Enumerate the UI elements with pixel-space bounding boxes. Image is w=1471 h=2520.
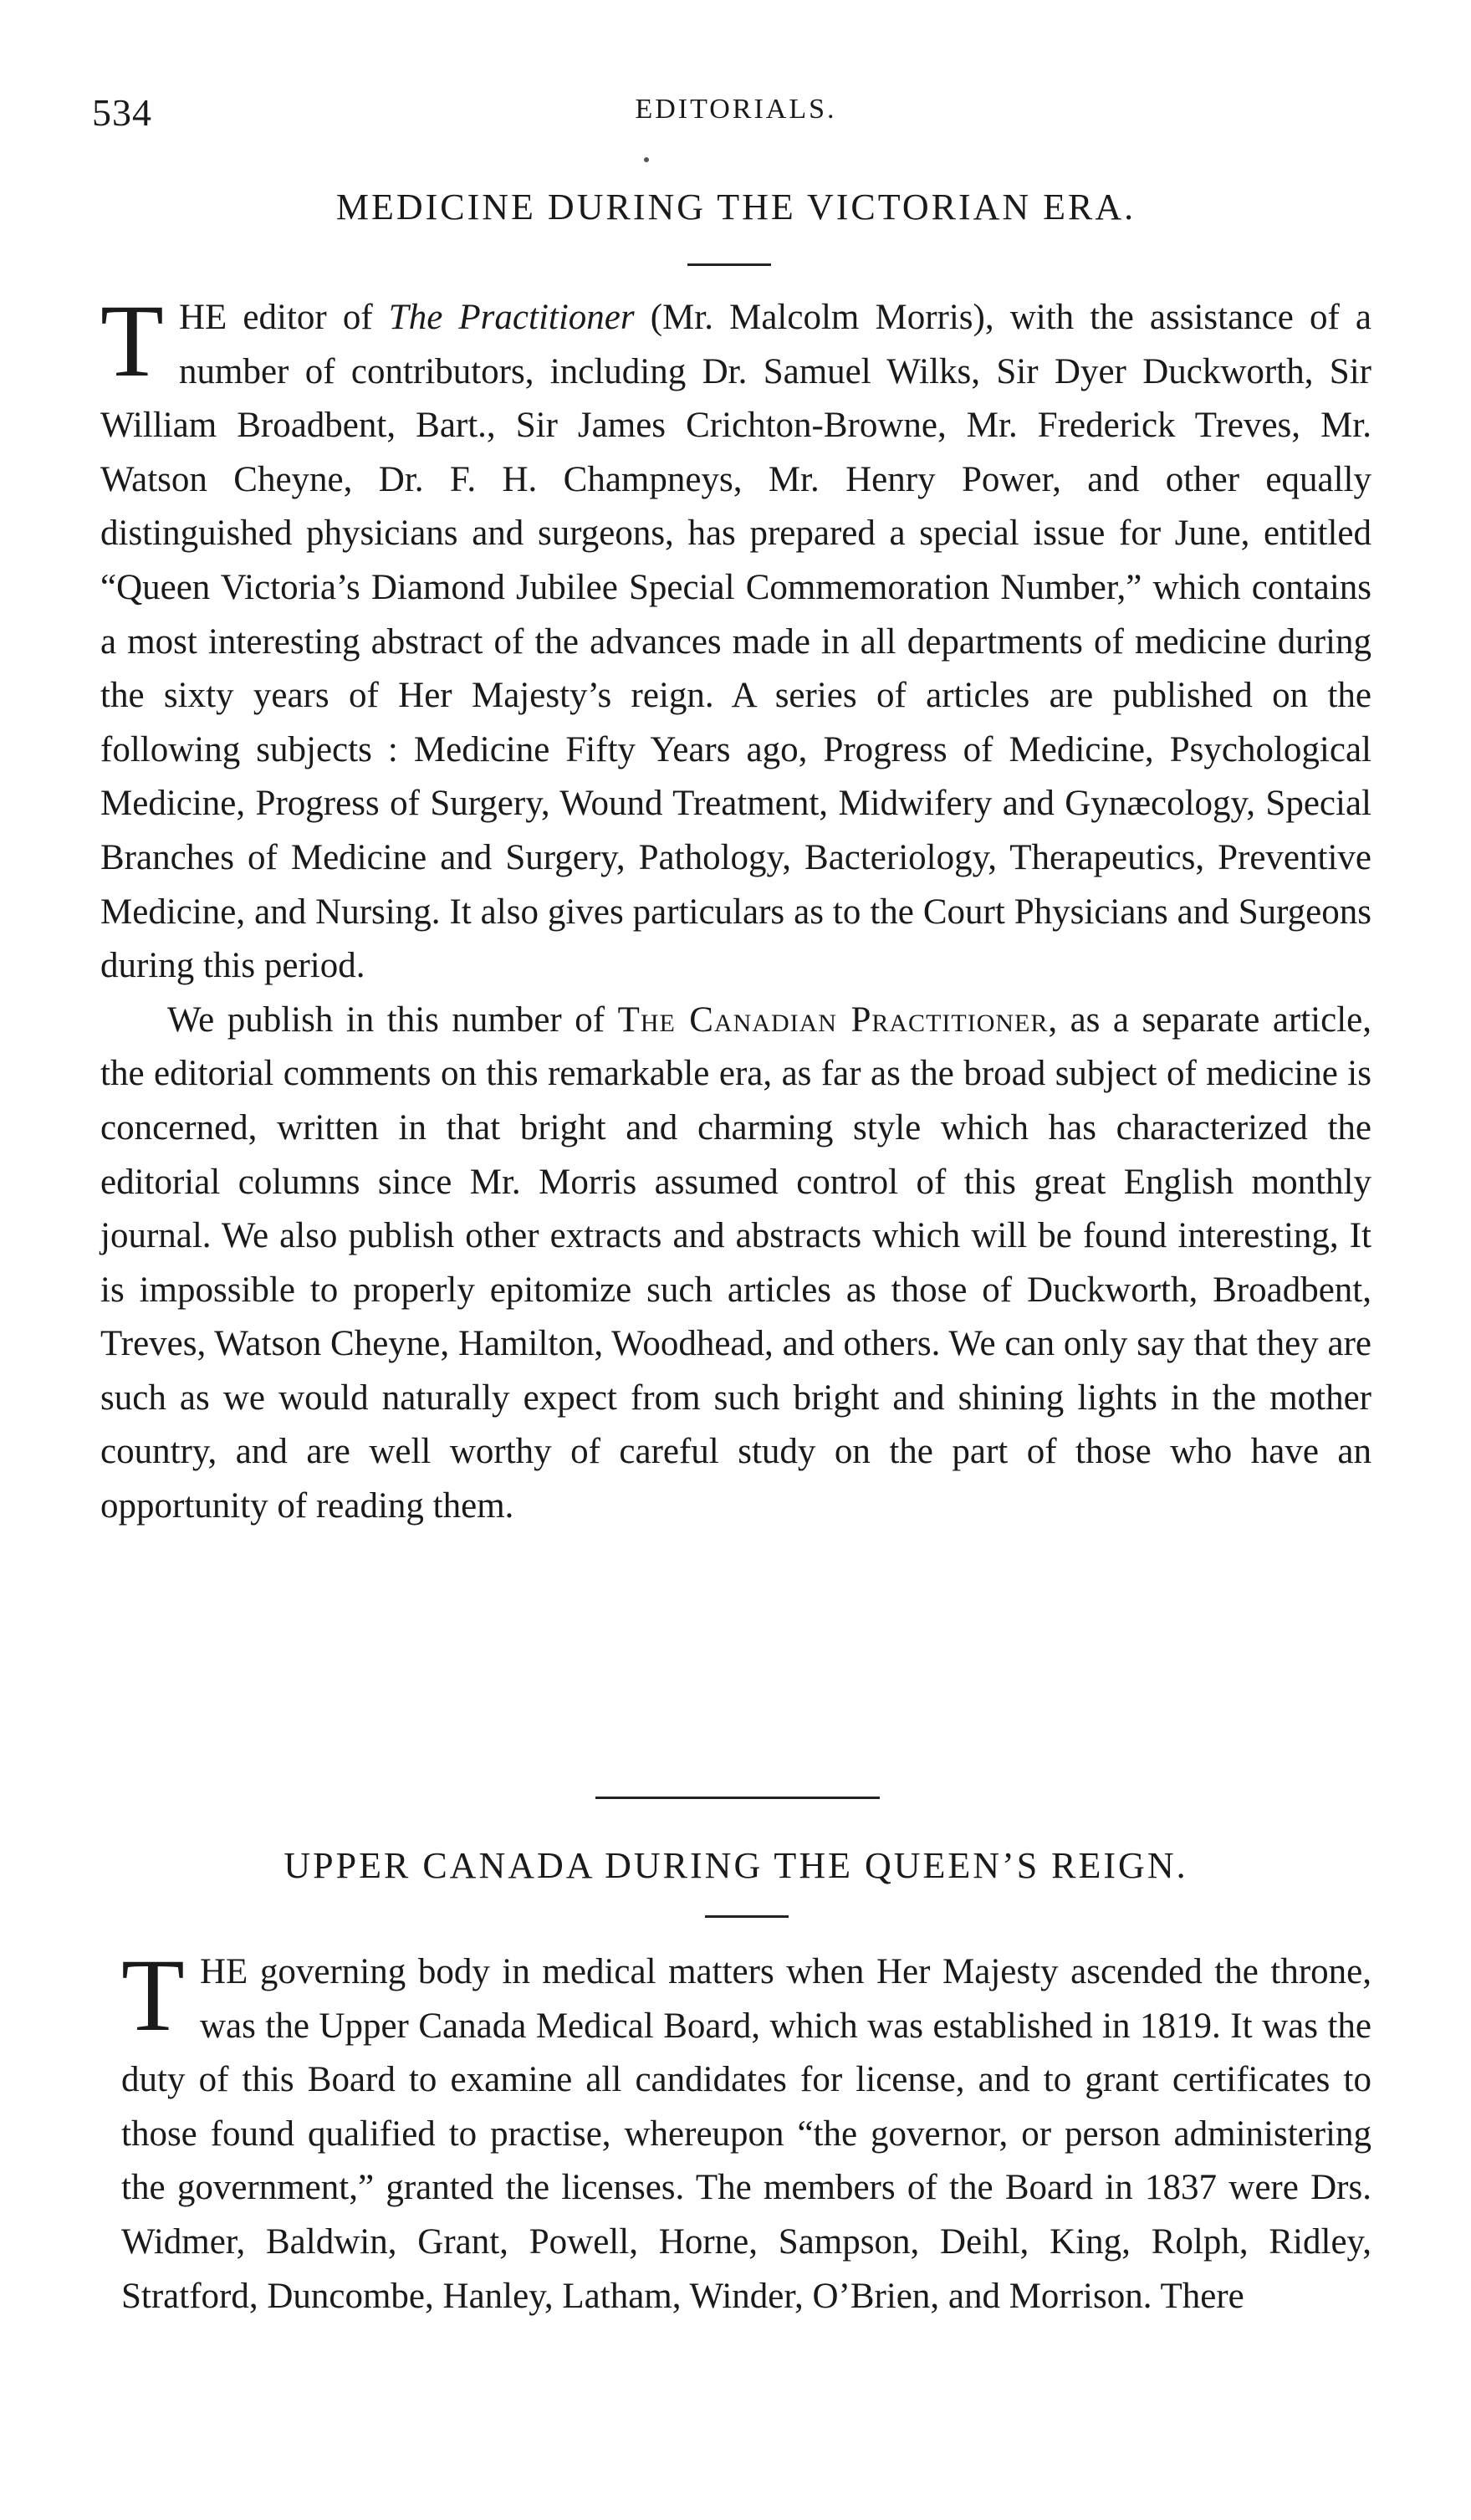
- paragraph-text: HE governing body in medical matters when Her Majesty ascended the throne, was the Upper Canada Medical Board, which was established in 1819. It was the duty of this Board to examine all candidates for license, and to grant certificates to those found qualified to practise, whereupon “the governor, or person administering the government,” granted the licenses. The members of the Board in 1837 were Drs. Widmer, Baldwin, Grant, Powell, Horne, Sampson, Deihl, King, Rolph, Ridley, Stratford, Duncombe, Hanley, Latham, Winder, O’Brien, and Morrison. There: [121, 1952, 1371, 2316]
- page-header: [92, 90, 1380, 141]
- print-speck: [644, 157, 649, 162]
- paragraph-text: We publish in this number of: [167, 999, 618, 1040]
- paragraph: [100, 994, 1371, 1534]
- title-rule: [705, 1915, 789, 1918]
- article-body-victorian-era: [100, 284, 1371, 1534]
- page-number: 534: [92, 91, 152, 134]
- paragraph-text: HE editor of: [179, 298, 389, 337]
- paragraph: [121, 1938, 1371, 2323]
- paragraph-text: (Mr. Malcolm Morris), with the assistance of a number of contributors, including Dr. Samuel Wilks, Sir Dyer Duckworth, Sir William Broadbent, Bart., Sir James Crichton-Browne, Mr. Frederick Treves, Mr. Watson Cheyne, Dr. F. H. Champneys, Mr. Henry Power, and other equally distinguished physicians and surgeons, has prepared a special issue for June, entitled “Queen Victoria’s Diamond Jubilee Special Commemoration Number,” which contains a most interesting abstract of the advances made in all departments of medicine during the sixty years of Her Majesty’s reign. A series of articles are published on the following subjects : Medicine Fifty Years ago, Progress of Medicine, Psychological Medicine, Progress of Surgery, Wound Treatment, Midwifery and Gynæcology, Special Branches of Medicine and Surgery, Pathology, Bacteriology, Therapeutics, Preventive Medicine, and Nursing. It also gives particulars as to the Court Physicians and Surgeons during this period.: [100, 298, 1371, 986]
- article-title-victorian-era: MEDICINE DURING THE VICTORIAN ERA.: [335, 187, 1136, 227]
- paragraph-text: , as a separate article, the editorial comments on this remarkable era, as far as the broad subject of medicine is concerned, written in that bright and charming style which has characterized the editorial columns since Mr. Morris assumed control of this great English monthly journal. We also publish other extracts and abstracts which will be found interesting, It is impossible to properly epitomize such articles as those of Duckworth, Broadbent, Treves, Watson Cheyne, Hamilton, Woodhead, and others. We can only say that they are such as we would naturally expect from such bright and shining lights in the mother country, and are well worthy of careful study on the part of those who have an opportunity of reading them.: [100, 999, 1371, 1526]
- drop-cap: T: [121, 1938, 185, 2052]
- journal-title: The Canadian Practitioner: [617, 999, 1049, 1040]
- paragraph: [100, 284, 1371, 994]
- journal-title: The Practitioner: [388, 298, 635, 337]
- drop-cap: T: [100, 284, 164, 398]
- section-divider: [595, 1797, 880, 1799]
- running-head: EDITORIALS.: [635, 94, 837, 125]
- article-body-upper-canada: [121, 1938, 1371, 2323]
- title-rule: [687, 263, 771, 266]
- article-title-upper-canada: UPPER CANADA DURING THE QUEEN’S REIGN.: [283, 1845, 1188, 1886]
